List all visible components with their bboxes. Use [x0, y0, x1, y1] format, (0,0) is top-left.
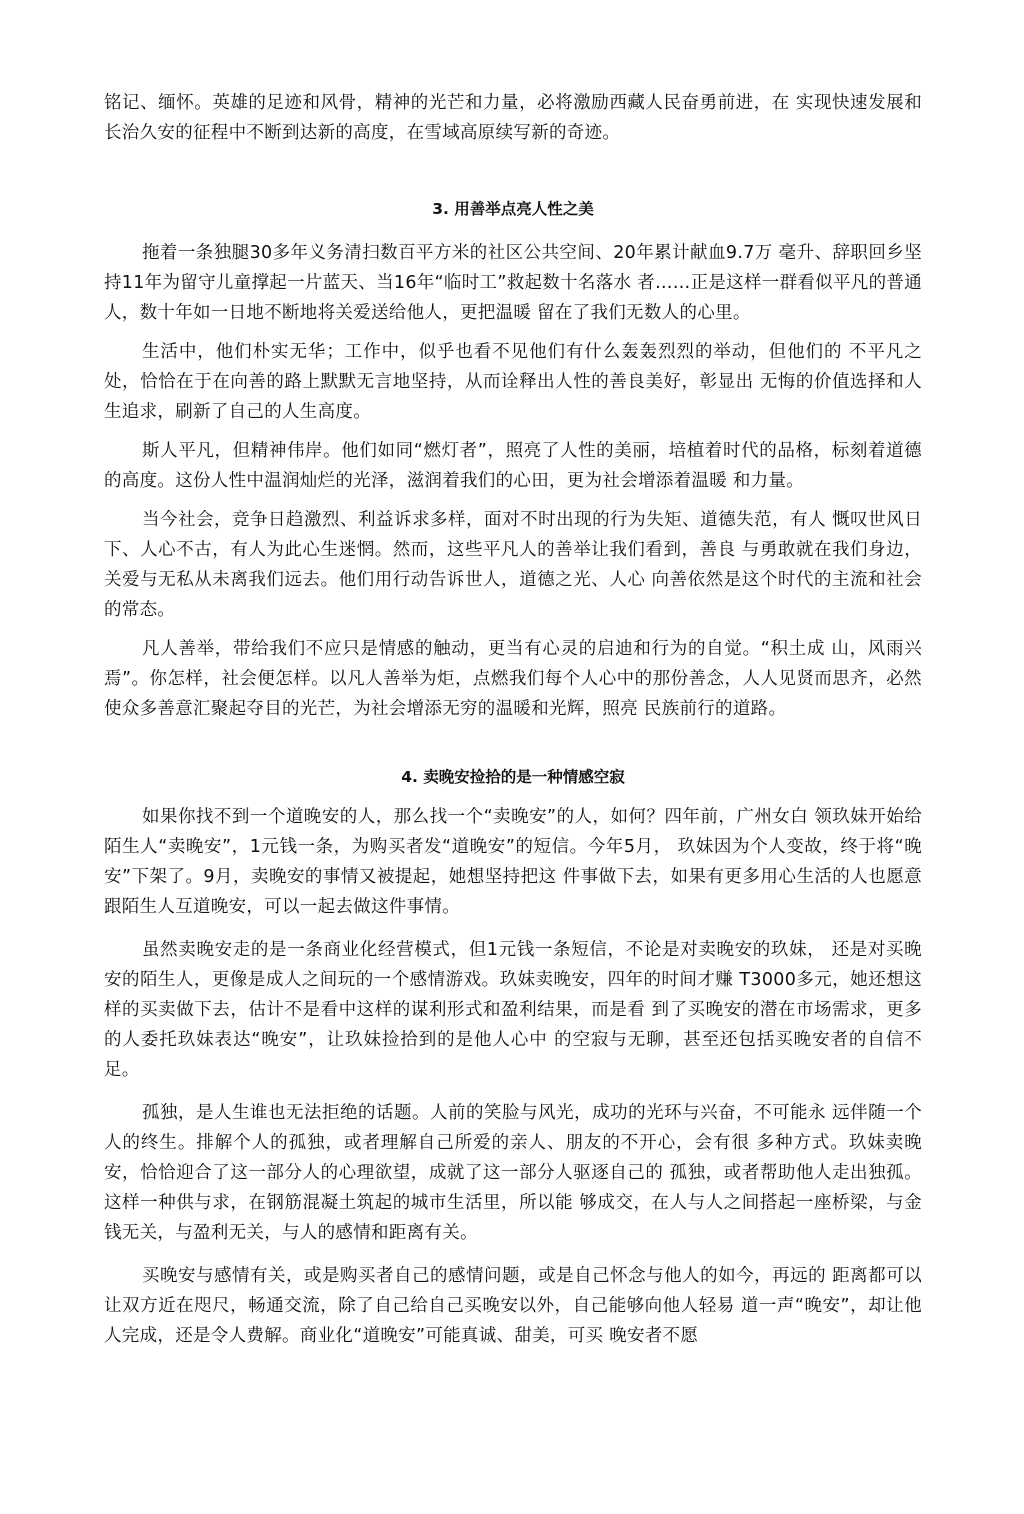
section-3-paragraph-4: 当今社会，竞争日趋激烈、利益诉求多样，面对不时出现的行为失矩、道德失范，有人 慨叹世风日下、人心不古，有人为此心生迷惘。然而，这些平凡人的善举让我们看到，善良 与勇敢就在我们身边，关爱与无私从未离我们远去。他们用行动告诉世人，道德之光、人心 向善依然是这个时代的主流和社会的常态。	[104, 510, 922, 620]
section-3-heading: 3. 用善举点亮人性之美	[432, 200, 594, 218]
section-4-paragraph-2: 虽然卖晚安走的是一条商业化经营模式，但1元钱一条短信，不论是对卖晚安的玖妹， 还是对买晚安的陌生人，更像是成人之间玩的一个感情游戏。玖妹卖晚安，四年的时间才赚 T3000多元，她还想这样的买卖做下去，估计不是看中这样的谋利形式和盈利结果，而是看 到了买晚安的潜在市场需求，更多的人委托玖妹表达“晚安”，让玖妹捡拾到的是他人心中 的空寂与无聊，甚至还包括买晚安者的自信不足。	[104, 940, 922, 1080]
intro-paragraph: 铭记、缅怀。英雄的足迹和风骨，精神的光芒和力量，必将激励西藏人民奋勇前进，在 实现快速发展和长治久安的征程中不断到达新的高度，在雪域高原续写新的奇迹。	[104, 93, 922, 143]
section-3-paragraph-1: 拖着一条独腿30多年义务清扫数百平方米的社区公共空间、20年累计献血9.7万 毫升、辞职回乡坚持11年为留守儿童撑起一片蓝天、当16年“临时工”救起数十名落水 者……正是这样一群看似平凡的普通人，数十年如一日地不断地将关爱送给他人，更把温暖 留在了我们无数人的心里。	[104, 243, 922, 323]
section-3-paragraph-5: 凡人善举，带给我们不应只是情感的触动，更当有心灵的启迪和行为的自觉。“积土成 山，风雨兴焉”。你怎样，社会便怎样。以凡人善举为炬，点燃我们每个人心中的那份善念，人人见贤而思齐，必然使众多善意汇聚起夺目的光芒，为社会增添无穷的温暖和光辉，照亮 民族前行的道路。	[104, 639, 922, 719]
section-3-paragraph-3: 斯人平凡，但精神伟岸。他们如同“燃灯者”，照亮了人性的美丽，培植着时代的品格，标刻着道德的高度。这份人性中温润灿烂的光泽，滋润着我们的心田，更为社会增添着温暖 和力量。	[104, 441, 922, 491]
section-4-paragraph-3: 孤独，是人生谁也无法拒绝的话题。人前的笑脸与风光，成功的光环与兴奋，不可能永 远伴随一个人的终生。排解个人的孤独，或者理解自己所爱的亲人、朋友的不开心，会有很 多种方式。玖妹卖晚安，恰恰迎合了这一部分人的心理欲望，成就了这一部分人驱逐自己的 孤独，或者帮助他人走出独孤。这样一种供与求，在钢筋混凝土筑起的城市生活里，所以能 够成交，在人与人之间搭起一座桥梁，与金钱无关，与盈利无关，与人的感情和距离有关。	[104, 1103, 922, 1243]
section-3-paragraph-2: 生活中，他们朴实无华；工作中，似乎也看不见他们有什么轰轰烈烈的举动，但他们的 不平凡之处，恰恰在于在向善的路上默默无言地坚持，从而诠释出人性的善良美好，彰显出 无悔的价值选择和人生追求，刷新了自己的人生高度。	[104, 342, 922, 422]
section-4-paragraph-4: 买晚安与感情有关，或是购买者自己的感情问题，或是自己怀念与他人的如今，再远的 距离都可以让双方近在咫尺，畅通交流，除了自己给自己买晚安以外，自己能够向他人轻易 道一声“晚安”，却让他人完成，还是令人费解。商业化“道晚安”可能真诚、甜美，可买 晚安者不愿	[104, 1266, 922, 1346]
document-page	[104, 88, 922, 1351]
section-4-heading: 4. 卖晚安捡拾的是一种情感空寂	[401, 768, 625, 786]
section-4-paragraph-1: 如果你找不到一个道晚安的人，那么找一个“卖晚安”的人，如何？四年前，广州女白 领玖妹开始给陌生人“卖晚安”，1元钱一条，为购买者发“道晚安”的短信。今年5月， 玖妹因为个人变故，终于将“晚安”下架了。9月，卖晚安的事情又被提起，她想坚持把这 件事做下去，如果有更多用心生活的人也愿意跟陌生人互道晚安，可以一起去做这件事情。	[104, 807, 922, 917]
